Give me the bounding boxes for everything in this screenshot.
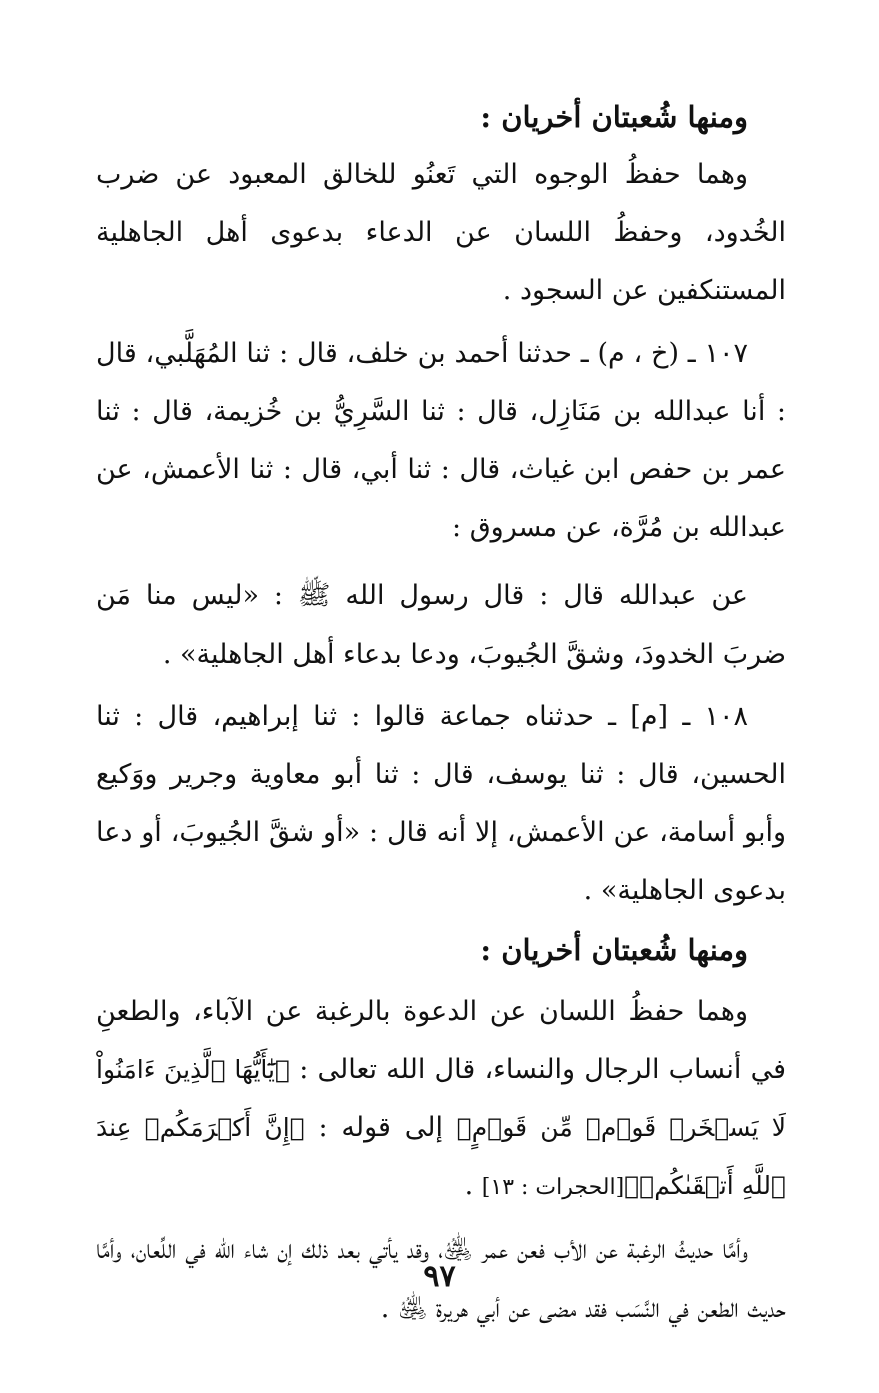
page-number: ٩٧: [423, 1259, 456, 1294]
section-paragraph: وهما حفظُ الوجوه التي تَعنُو للخالق المعبود عن ضرب الخُدود، وحفظُ اللسان عن الدعاء بدعوى أهل الجاهلية المستنكفين عن السجود .: [96, 159, 786, 307]
spacer: [96, 557, 786, 567]
quran-verse-2: ﴿إِنَّ أَكۡرَمَكُمۡ عِندَ ٱللَّهِ أَتۡقَىٰكُمۡ﴾: [96, 1113, 786, 1201]
verse-reference: [الحجرات : ١٣]: [481, 1175, 625, 1201]
section-2-paragraph: [96, 983, 786, 1218]
section-heading-2: ومنها شُعبتان أخريان :: [480, 932, 748, 967]
closing-paragraph: وأمَّا حديثُ الرغبة عن الأب فعن عمر ﵁، وقد يأتي بعد ذلك إن شاء الله في اللِّعان، وأمَّا حديث الطعن في النَّسَب فقد مضى عن أبي هريرة ﵁ .: [96, 1234, 786, 1324]
quran-verse-1: ﴿يَٰٓأَيُّهَا ٱلَّذِينَ ءَامَنُواْ لَا يَسۡخَرۡ قَوۡمٞ مِّن قَوۡمٍ﴾: [96, 1054, 786, 1143]
section-2-intro: وهما حفظُ اللسان عن الدعوة بالرغبة عن الآباء، والطعنِ في أنساب الرجال والنساء، قال الله تعالى :: [96, 995, 786, 1085]
hadith-107-isnad: ١٠٧ ـ (خ ، م) ـ حدثنا أحمد بن خلف، قال : ثنا المُهَلَّبي، قال : أنا عبدالله بن مَنَازِل، قال : ثنا السَّرِيُّ بن خُزيمة، قال : ثنا عمر بن حفص ابن غياث، قال : ثنا أبي، قال : ثنا الأعمش، عن عبدالله بن مُرَّة، عن مسروق :: [96, 337, 786, 544]
section-heading: ومنها شُعبتان أخريان :: [480, 100, 748, 134]
section-2-end: .: [464, 1170, 482, 1202]
section-2-middle: إلى قوله :: [304, 1112, 457, 1144]
hadith-108-text: ١٠٨ ـ [م] ـ حدثناه جماعة قالوا : ثنا إبراهيم، قال : ثنا الحسين، قال : ثنا يوسف، قال : ثنا أبو معاوية وجرير ووَكيع وأبو أسامة، عن الأعمش، إلا أنه قال : «أو شقَّ الجُيوبَ، أو دعا بدعوى الجاهلية» .: [96, 700, 786, 907]
hadith-107-matn: عن عبدالله قال : قال رسول الله ﷺ : «ليس منا مَن ضربَ الخدودَ، وشقَّ الجُيوبَ، ودعا بدعاء أهل الجاهلية» .: [96, 580, 786, 670]
page-body: [96, 88, 786, 1338]
